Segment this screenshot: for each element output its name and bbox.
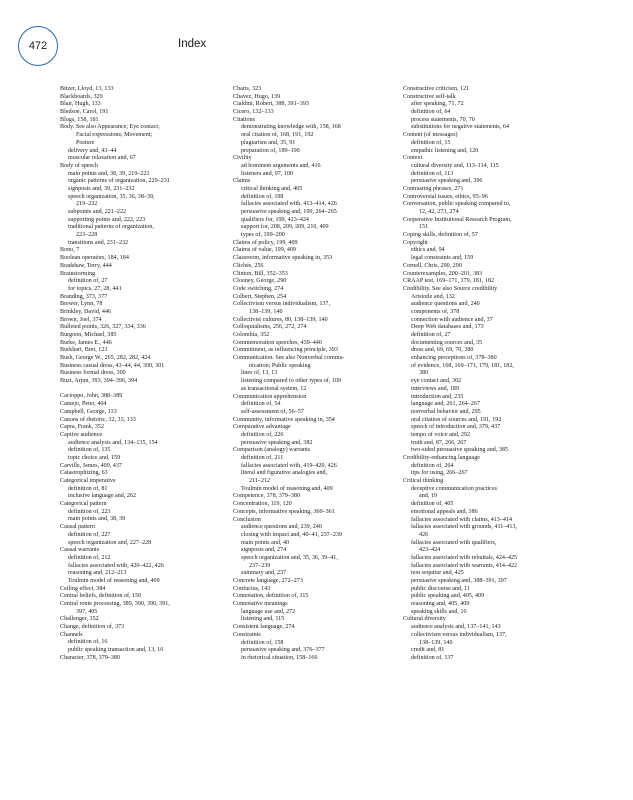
index-entry: support for, 208, 209, 209, 210, 409 [241, 224, 329, 231]
index-entry: Body. See also Appearance; Eye contact; [60, 124, 160, 131]
index-entry: public discourse and, 11 [411, 585, 471, 592]
index-entry: Constructive self-talk [403, 93, 456, 100]
index-entry: fallacies associated with rebuttals, 424–425 [411, 554, 518, 561]
index-entry: Bulleted points, 326, 327, 334, 336 [60, 324, 146, 331]
index-entry: Boolean operators, 184, 184 [60, 255, 129, 262]
index-entry: listeners and, 97, 100 [241, 170, 293, 177]
index-entry: 426 [419, 531, 429, 538]
index-entry: Connotative meanings [233, 601, 288, 608]
index-entry: 380 [419, 370, 429, 377]
index-entry: as transactional system, 12 [241, 385, 307, 392]
index-entry: definition of, 264 [411, 462, 454, 469]
index-entry: substitutions for negative statements, 64 [411, 124, 509, 131]
index-entry: fallacies associated with, 420–422, 426 [68, 562, 164, 569]
index-entry: Bush, George W., 265, 282, 282, 424 [60, 355, 151, 362]
index-entry: Challenger, 352 [60, 616, 99, 623]
page-header [0, 0, 633, 78]
index-entry: Cornell, Chris, 290, 290 [403, 262, 462, 269]
index-entry: 138–139, 140 [249, 308, 283, 315]
index-entry: 138–139, 140 [419, 639, 453, 646]
index-entry: reasoning and, 405, 409 [411, 601, 470, 608]
index-entry: definition of, 54 [241, 401, 281, 408]
index-entry: Communication apprehension [233, 393, 307, 400]
index-entry: critical thinking and, 405 [241, 185, 303, 192]
index-entry: muscular relaxation and, 67 [68, 155, 136, 162]
index-entry: organic patterns of organization, 229–231 [68, 178, 170, 185]
index-entry: Cialdini, Robert, 388, 391–393 [233, 101, 309, 108]
index-entry: Constraints [233, 631, 261, 638]
index-entry: definition of, 16 [68, 639, 108, 646]
index-column-3 [403, 86, 575, 663]
index-entry: Blackboards, 329 [60, 93, 103, 100]
index-entry: reasoning and, 212–213 [68, 570, 127, 577]
index-entry: Burgoon, Michael, 385 [60, 332, 117, 338]
index-entry: truth and, 87, 266, 267 [411, 439, 467, 446]
index-entry: enhancing perceptions of, 378–380 [411, 355, 497, 362]
index-entry: Collectivism versus individualism, 137, [233, 301, 330, 308]
index-entry: fallacies associated with, 419–420, 426 [241, 462, 337, 469]
index-entry: Brewer, Lynn, 78 [60, 301, 103, 308]
index-entry: fallacies associated with claims, 413–414 [411, 516, 513, 523]
index-entry: plagiarism and, 35, 91 [241, 139, 296, 146]
index-entry: Controversial issues, ethics, 95–96 [403, 193, 488, 200]
index-entry: public speaking and, 405, 409 [411, 593, 485, 600]
index-entry: definition of, 113 [411, 170, 454, 177]
index-entry: speech organization, 35, 36, 38–39, [68, 193, 155, 200]
index-entry: Bradshaw, Terry, 444 [60, 262, 112, 269]
index-entry: Claims [233, 178, 251, 185]
index-entry: dress and, 69, 69, 70, 380 [411, 347, 474, 354]
index-entry: 223–228 [76, 232, 98, 239]
index-entry: Competence, 378, 379–380 [233, 493, 301, 500]
index-entry: definition of, 223 [68, 508, 111, 515]
index-entry: audience analysis and, 137–141, 143 [411, 624, 501, 631]
index-entry: definition of, 27 [411, 332, 451, 338]
index-entry: audience analysis and, 134–135, 154 [68, 439, 158, 446]
index-entry: fallacies associated with warrants, 414–422 [411, 562, 518, 569]
index-entry: Carville, James, 409, 437 [60, 462, 122, 469]
index-entry: emotional appeals and, 386 [411, 508, 478, 515]
index-entry: Chavez, Hugo, 139 [233, 93, 281, 100]
index-entry: 397, 405 [76, 608, 98, 615]
index-entry: 151 [419, 224, 429, 231]
index-entry: Canons of rhetoric, 32, 33, 133 [60, 416, 136, 423]
index-entry: Bono, 7 [60, 247, 80, 254]
index-entry: oral citation of sources and, 191, 192 [411, 416, 502, 423]
index-entry: after speaking, 71, 72 [411, 101, 464, 108]
index-entry: Bitzer, Lloyd, 13, 133 [60, 86, 114, 92]
index-entry: definition of, 64 [411, 109, 451, 116]
index-entry: documenting sources and, 35 [411, 339, 483, 346]
index-entry: Concentration, 119, 120 [233, 501, 292, 508]
index-entry: Classroom, informative speaking in, 353 [233, 255, 333, 262]
index-entry: credit and, 81 [411, 647, 445, 654]
index-entry: definition of, 405 [411, 501, 454, 508]
index-entry: Colbert, Stephen, 254 [233, 293, 287, 300]
index-entry: and, 19 [419, 493, 437, 500]
index-entry: Brinkley, David, 446 [60, 308, 112, 315]
index-entry: Ceiling effect, 384 [60, 585, 106, 592]
index-entry: Concrete language, 272–273 [233, 578, 303, 584]
index-entry: Counterexamples, 200–201, 383 [403, 270, 483, 277]
index-entry: Constructive criticism, 121 [403, 86, 470, 92]
index-entry: subpoints and, 221–222 [68, 209, 127, 215]
index-entry: Central beliefs, definition of, 150 [60, 593, 142, 600]
index-entry: components of, 378 [411, 308, 460, 315]
index-entry: for topics, 27, 28, 441 [68, 285, 122, 292]
index-entry: Change, definition of, 373 [60, 624, 125, 631]
index-entry: legal constraints and, 159 [411, 255, 474, 262]
index-entry: fallacies associated with grounds, 411–413, [411, 524, 518, 531]
index-entry: Cacioppo, John, 388–389 [60, 393, 123, 400]
index-entry: ad hominem arguments and, 416 [241, 162, 321, 169]
index-entry: Clooney, George, 290 [233, 278, 287, 285]
index-entry: Comparative advantage [233, 424, 291, 431]
index-entry: traditional patterns of organization, [68, 224, 154, 231]
index-entry: topic choice and, 159 [68, 454, 121, 461]
index-entry: Critical thinking [403, 478, 444, 485]
index-entry: Cicero, 132–133 [233, 109, 274, 116]
index-entry: Clichés, 256 [233, 262, 264, 269]
index-entry: Toulmin model of reasoning and, 409 [241, 485, 333, 492]
index-entry: Deep Web databases and, 173 [411, 324, 484, 331]
index-entry: non sequitur and, 425 [411, 570, 464, 577]
index-entry: Channels [60, 631, 83, 638]
index-entry: connection with audience and, 37 [411, 316, 493, 323]
index-entry: 219–232 [76, 201, 98, 208]
running-head: Index [178, 38, 207, 50]
index-entry: speech of introduction and, 379, 437 [411, 424, 501, 431]
index-entry: Blogs, 158, 181 [60, 116, 99, 123]
index-entry: persuasive speaking and, 199, 264–265 [241, 209, 337, 215]
index-entry: definition of, 212 [68, 554, 111, 561]
index-entry: definition of, 198 [241, 193, 284, 200]
index-entry: Collectivist cultures, 80, 138–139, 140 [233, 316, 328, 323]
index-entry: Toulmin model of reasoning and, 409 [68, 577, 160, 584]
index-entry: Central route processing, 389, 390, 390, 391, [60, 601, 170, 608]
index-entry: types of, 199–200 [241, 232, 285, 239]
index-entry: fallacies associated with qualifiers, [411, 539, 497, 546]
index-entry: Causal pattern [60, 524, 96, 531]
index-entry: Catastrophizing, 63 [60, 470, 108, 477]
index-column-2 [233, 86, 405, 663]
index-entry: delivery and, 43–44 [68, 147, 117, 154]
index-entry: Colombia, 352 [233, 332, 270, 338]
index-entry: demonstrating knowledge with, 158, 168 [241, 124, 341, 131]
index-entry: Cultural diversity [403, 616, 446, 623]
index-entry: Character, 378, 379–380 [60, 654, 120, 661]
index-entry: Aristotle and, 132 [411, 293, 455, 300]
index-entry: empathic listening and, 120 [411, 147, 479, 154]
index-entry: speech organization and, 227–228 [68, 539, 152, 546]
page-number-circle [18, 26, 58, 66]
index-entry: of evidence, 168, 169–171, 179, 181, 182, [411, 362, 514, 369]
index-entry: 423–424 [419, 547, 441, 554]
index-entry: Concepts, informative speaking, 360–361 [233, 508, 335, 515]
index-entry: Comparison (analogy) warrants [233, 447, 311, 454]
index-entry: persuasive speaking and, 396 [411, 178, 483, 185]
index-entry: Community, informative speaking in, 354 [233, 416, 335, 423]
index-entry: persuasive speaking and, 382 [241, 439, 313, 446]
index-entry: 12, 42, 273, 274 [419, 209, 459, 215]
index-entry: oral citation of, 168, 191, 192 [241, 132, 314, 139]
index-entry: definition of, 81 [68, 485, 108, 492]
index-entry: Commemoration speeches, 439–440 [233, 339, 322, 346]
index-entry: Citations [233, 116, 256, 123]
index-entry: Content (of messages) [403, 132, 458, 139]
index-entry: Communication. See also Nonverbal commu- [233, 355, 345, 362]
index-entry: audience questions and, 240 [411, 301, 480, 308]
index-entry: speaking skills and, 10 [411, 608, 467, 615]
index-entry: process statements, 70, 70 [411, 116, 475, 123]
index-entry: definition of, 226 [241, 431, 284, 438]
index-entry: cultural diversity and, 113–114, 115 [411, 162, 499, 169]
index-entry: 211–212 [249, 478, 271, 485]
index-entry: Commitment, as influencing principle, 393 [233, 347, 338, 354]
index-entry: Charts, 323 [233, 86, 262, 92]
index-entry: Facial expressions; Movement; [76, 132, 153, 139]
index-entry: signposts and, 39, 231–232 [68, 185, 135, 192]
index-entry: listening compared to other types of, 109 [241, 378, 342, 385]
index-entry: Claims of policy, 199, 409 [233, 239, 298, 246]
index-entry: Clinton, Bill, 352–353 [233, 270, 288, 277]
index-entry: tempo of voice and, 292 [411, 431, 471, 438]
index-entry: Campbell, George, 133 [60, 408, 117, 415]
index-entry: closing with impact and, 40–41, 237–239 [241, 531, 343, 538]
index-entry: Business formal dress, 300 [60, 370, 126, 377]
index-entry: Burkhart, Bret, 123 [60, 347, 108, 354]
index-entry: qualifiers for, 199, 423–424 [241, 216, 309, 223]
index-entry: Confucius, 143 [233, 585, 271, 592]
index-entry: Capra, Frank, 352 [60, 424, 105, 431]
index-entry: Buzi, Arjun, 393, 394–396, 394 [60, 378, 138, 385]
index-entry: Coping skills, definition of, 57 [403, 232, 478, 239]
index-entry: CRAAP test, 169–171, 179, 181, 182 [403, 278, 495, 285]
index-entry: Bledsoe, Carol, 191 [60, 109, 109, 116]
index-entry: supporting points and, 222, 223 [68, 216, 146, 223]
index-column-1 [60, 86, 232, 663]
index-entry: Copyright [403, 239, 428, 246]
index-entry: eye contact and, 302 [411, 378, 462, 385]
index-entry: Context [403, 155, 423, 162]
index-entry: definition of, 227 [68, 531, 111, 538]
index-entry: inclusive language and, 262 [68, 493, 137, 500]
index-entry: Cooperative Institutional Research Program, [403, 216, 512, 223]
index-entry: collectivism versus individualism, 137, [411, 631, 507, 638]
index-entry: Categorical pattern [60, 501, 107, 508]
index-entry: language use and, 272 [241, 608, 296, 615]
index-entry: Blair, Hugh, 133 [60, 101, 101, 108]
index-entry: nonverbal behavior and, 295 [411, 408, 481, 415]
index-entry: fallacies associated with, 413–414, 426 [241, 201, 337, 208]
index-entry: two-sided persuasive speaking and, 385 [411, 447, 508, 454]
index-entry: Brown, Joel, 374 [60, 316, 102, 323]
index-entry: speech organization and, 35, 36, 39–41, [241, 554, 338, 561]
index-entry: ethics and, 94 [411, 247, 445, 254]
index-entry: main points and, 38, 39 [68, 516, 126, 523]
index-entry: definition of, 15 [411, 139, 451, 146]
index-entry: Code switching, 274 [233, 285, 284, 292]
index-entry: language and, 261, 264–267 [411, 401, 480, 408]
index-entry: introduction and, 235 [411, 393, 464, 400]
index-entry: persuasive speaking and, 388–391, 397 [411, 578, 507, 584]
index-entry: Civility [233, 155, 252, 162]
index-entry: definition of, 158 [241, 639, 284, 646]
index-entry: definition of, 27 [68, 278, 108, 285]
index-entry: Claims of value, 199, 409 [233, 247, 296, 254]
index-entry: definition of, 211 [241, 455, 284, 461]
index-entry: Camejo, Peter, 404 [60, 401, 107, 408]
index-entry: in rhetorical situation, 158–160 [241, 654, 318, 661]
index-entry: Contrasting phrases, 271 [403, 185, 464, 192]
index-entry: nication; Public speaking [249, 362, 311, 369]
index-entry: audience questions and, 239, 240 [241, 524, 322, 531]
index-entry: interviews and, 189 [411, 385, 459, 392]
index-entry: Branding, 373, 377 [60, 293, 108, 300]
index-entry: Consistent language, 274 [233, 624, 295, 631]
index-entry: Causal warrants [60, 547, 100, 554]
index-entry: literal and figurative analogies and, [241, 470, 328, 477]
index-entry: 237–239 [249, 562, 271, 569]
page-number: 472 [28, 40, 48, 52]
index-entry: definition of, 135 [68, 447, 111, 454]
index-entry: summary and, 237 [241, 570, 287, 577]
index-entry: Business casual dress, 43–44, 44, 300, 301 [60, 362, 165, 369]
index-entry: persuasive speaking and, 376–377 [241, 647, 325, 654]
index-entry: self-assessment of, 56–57 [241, 408, 304, 415]
index-entry: Body of speech [60, 162, 98, 169]
index-entry: signposts and, 274 [241, 547, 287, 554]
index-entry: definition of, 137 [411, 654, 454, 661]
index-entry: Categorical imperative [60, 478, 116, 485]
index-entry: Conversation, public speaking compared to, [403, 201, 511, 208]
index-entry: tips for using, 266–267 [411, 470, 468, 477]
index-entry: main points and, 38, 39, 219–221 [68, 170, 150, 177]
index-entry: Brainstorming [60, 270, 96, 277]
index-entry: lines of, 13, 13 [241, 370, 278, 377]
index-entry: Posture [76, 139, 95, 146]
index-entry: main points and, 40 [241, 539, 290, 546]
index-entry: deceptive communication practices [411, 485, 497, 492]
index-entry: Colloquialisms, 256, 272, 274 [233, 324, 307, 331]
index-entry: listening and, 115 [241, 616, 285, 623]
index-entry: Burke, James E., 446 [60, 339, 112, 346]
index-entry: Credibility-enhancing language [403, 455, 480, 461]
index-entry: preparation of, 189–190 [241, 147, 300, 154]
index-entry: Captive audience [60, 431, 103, 438]
index-entry: Credibility. See also Source credibility [403, 285, 498, 292]
index-entry: Connotation, definition of, 115 [233, 593, 309, 600]
index-entry: public speaking transaction and, 13, 16 [68, 647, 164, 654]
index-entry: transitions and, 231–232 [68, 239, 129, 246]
index-entry: Conclusion [233, 516, 261, 523]
